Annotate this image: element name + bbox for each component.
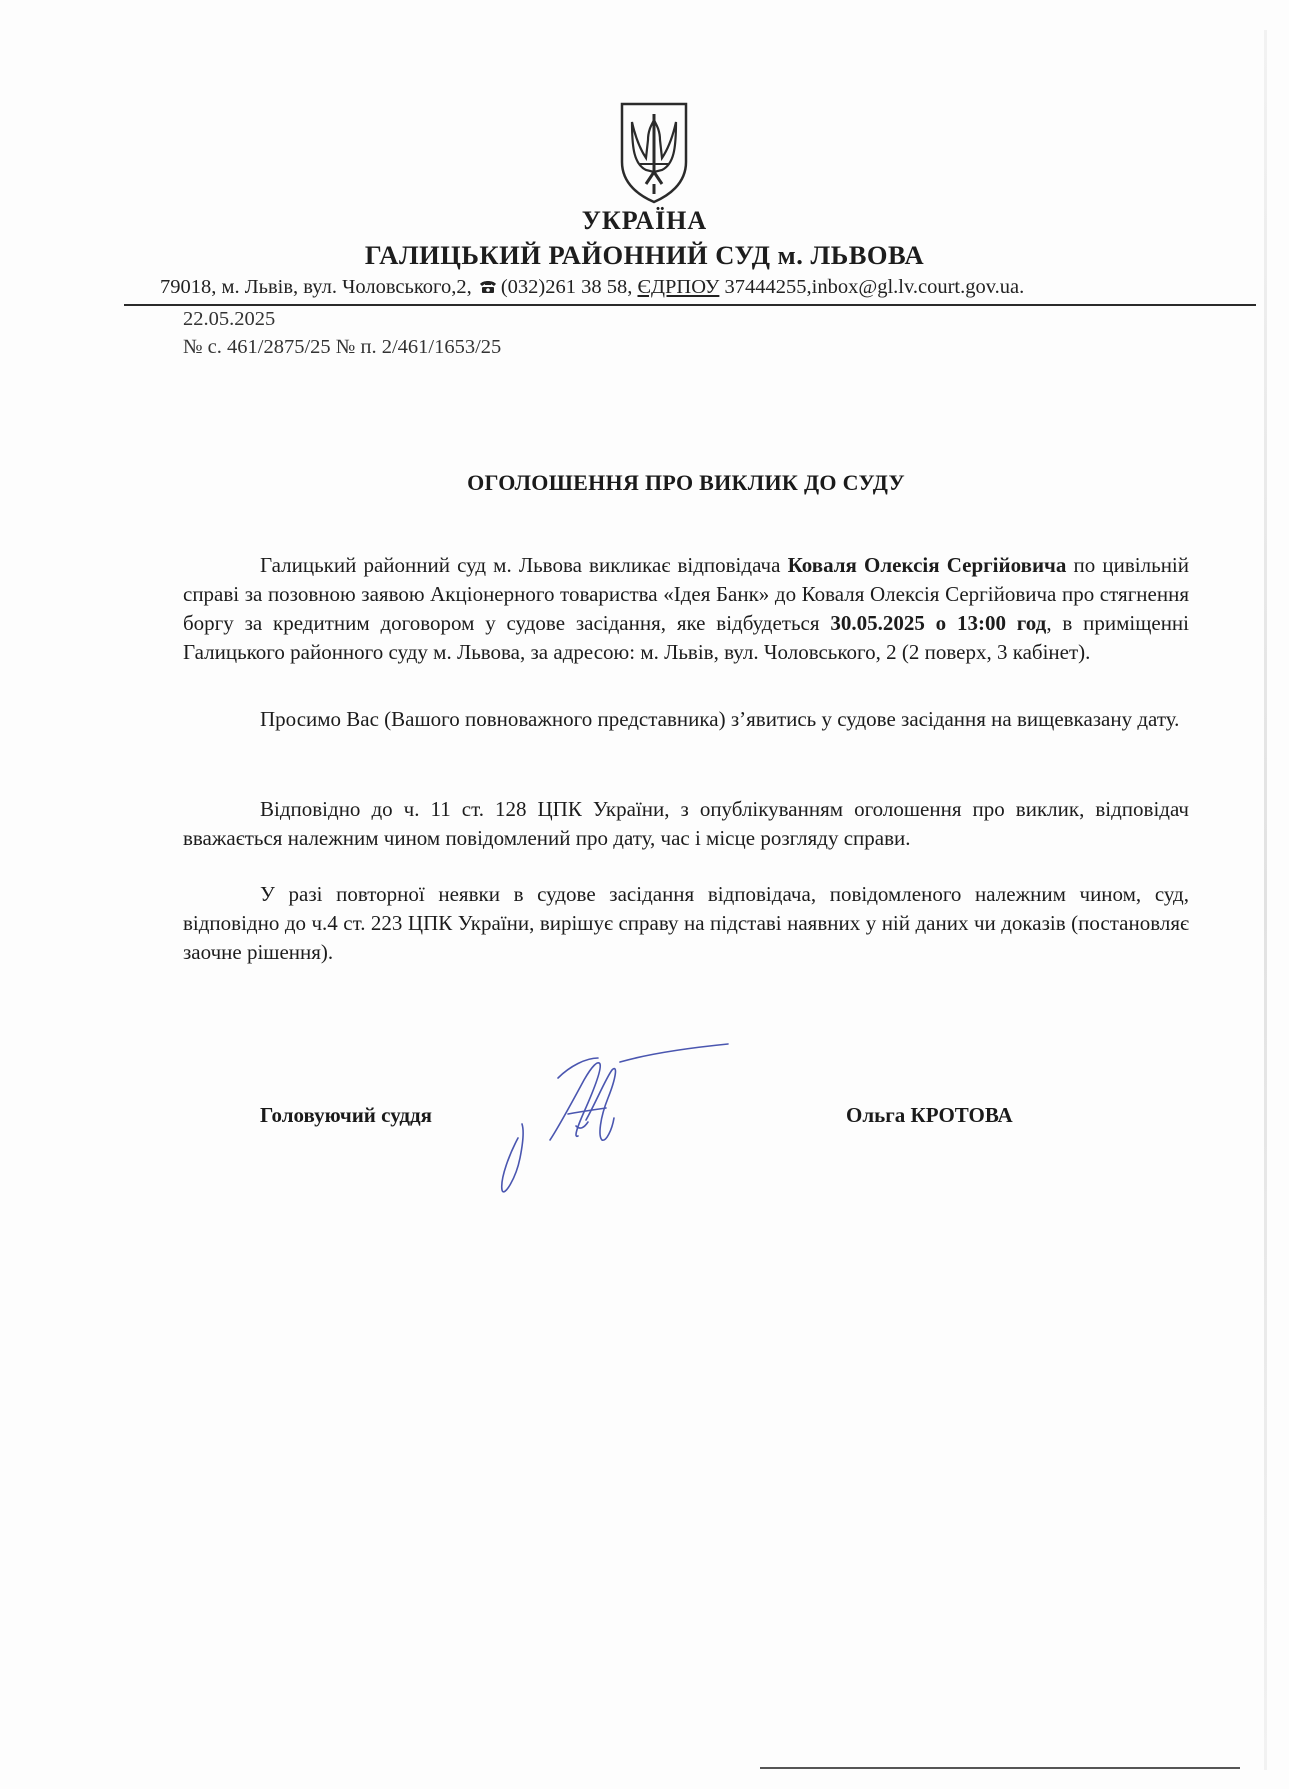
edrpou-email: 37444255,inbox@gl.lv.court.gov.ua. xyxy=(719,276,1025,298)
paragraph-default-judgment xyxy=(183,880,1189,967)
handwritten-signature xyxy=(488,1018,788,1198)
defendant-name: Коваля Олексія Сергійовича xyxy=(787,553,1067,577)
paragraph-request xyxy=(183,705,1189,734)
court-name-heading: ГАЛИЦЬКИЙ РАЙОННИЙ СУД м. ЛЬВОВА xyxy=(364,240,925,270)
document-title: ОГОЛОШЕННЯ ПРО ВИКЛИК ДО СУДУ xyxy=(467,470,905,495)
court-address: 79018, м. Львів, вул. Чоловського,2, xyxy=(160,276,477,298)
summons-text-2: по цивільній справі за позовною заявою Акціонерного товариства «Ідея Банк» до Коваля Олексія Сергійовича про стягнення боргу за кредитним договором у судове засідання, яке відбудеться xyxy=(183,553,1190,635)
court-phone: (032)261 38 58, xyxy=(500,276,638,298)
request-text: Просимо Вас (Вашого повноважного представника) з’явитись у судове засідання на вищевказану дату. xyxy=(260,707,1180,731)
paragraph-summons xyxy=(183,551,1189,667)
telephone-icon xyxy=(479,280,497,294)
header-divider xyxy=(124,304,1256,306)
paragraph-notification xyxy=(183,795,1189,853)
edrpou-label: ЄДРПОУ xyxy=(637,276,720,298)
default-judgment-text: У разі повторної неявки в судове засідання відповідача, повідомленого належним чином, суд, відповідно до ч.4 ст. 223 ЦПК України, вирішує справу на підставі наявних у ній даних чи доказів (постановляє заочне рішення). xyxy=(183,882,1189,964)
footer-divider xyxy=(760,1767,1240,1769)
hearing-datetime: 30.05.2025 о 13:00 год xyxy=(830,611,1047,635)
page-edge-shadow xyxy=(1264,30,1267,1770)
summons-text-3: , в приміщенні Галицького районного суду м. Львова, за адресою: м. Львів, вул. Чоловського, 2 (2 поверх, 3 кабінет). xyxy=(183,611,1190,664)
signature-label: Головуючий суддя xyxy=(260,1103,432,1127)
court-contacts xyxy=(160,276,1024,299)
document-date: 22.05.2025 xyxy=(183,308,276,330)
summons-text-1: Галицький районний суд м. Львова викликає відповідача xyxy=(260,553,788,577)
notification-text: Відповідно до ч. 11 ст. 128 ЦПК України, з опублікуванням оголошення про виклик, відповідач вважається належним чином повідомлений про дату, час і місце розгляду справи. xyxy=(183,797,1189,850)
case-number: № с. 461/2875/25 № п. 2/461/1653/25 xyxy=(183,336,502,358)
country-heading: УКРАЇНА xyxy=(581,206,708,235)
judge-name: Ольга КРОТОВА xyxy=(846,1103,1013,1127)
trident-emblem-icon xyxy=(616,100,692,204)
